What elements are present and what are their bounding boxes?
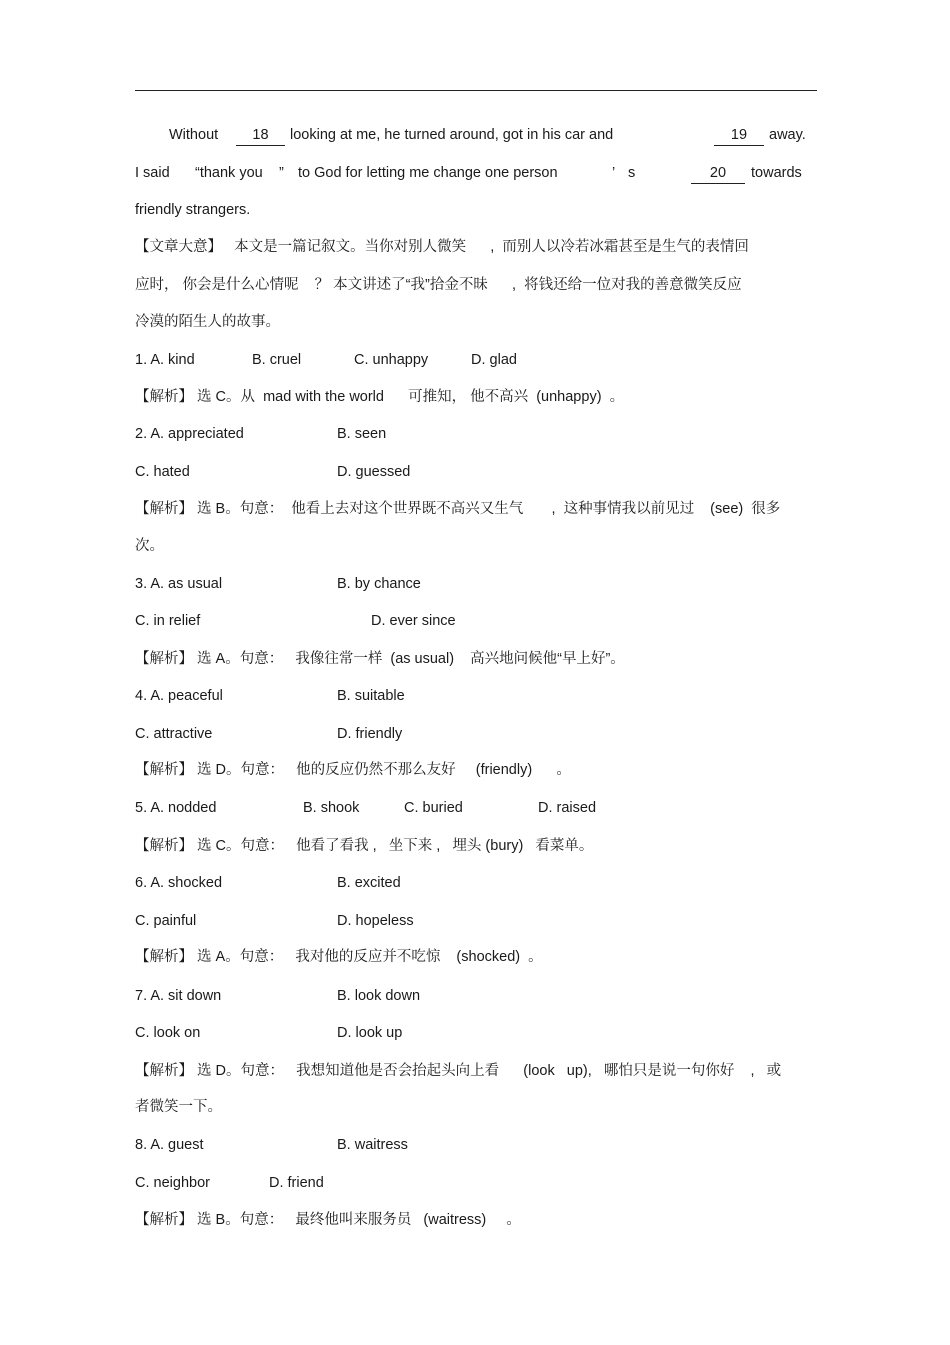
answer-explanation: 【解析】 选 B。句意： 最终他叫来服务员 (waitress) 。	[135, 1212, 521, 1228]
passage-text: Without	[169, 127, 219, 143]
answer-explanation: 次。	[135, 538, 164, 554]
option-a: 5. A. nodded	[135, 800, 217, 816]
passage-text: looking at me, he turned around, got in his car and	[290, 127, 614, 143]
option-b: B. by chance	[337, 576, 421, 592]
passage-text: to God for letting me change one person	[298, 165, 558, 181]
option-a: 3. A. as usual	[135, 576, 223, 592]
option-c: C. painful	[135, 913, 197, 929]
header-rule	[135, 90, 817, 91]
option-c: C. look on	[135, 1025, 201, 1041]
passage-text: friendly strangers.	[135, 202, 251, 218]
option-d: D. friend	[269, 1175, 324, 1191]
option-c: C. buried	[404, 800, 463, 816]
option-d: D. ever since	[371, 613, 456, 629]
passage-text: I said	[135, 165, 170, 181]
passage-text: towards	[751, 165, 802, 181]
option-a: 7. A. sit down	[135, 988, 222, 1004]
option-a: 8. A. guest	[135, 1137, 204, 1153]
option-c: C. hated	[135, 464, 190, 480]
answer-explanation: 【解析】 选 B。句意： 他看上去对这个世界既不高兴又生气 , 这种事情我以前见过 (see) 很多	[135, 501, 781, 517]
passage-text: s	[628, 165, 636, 181]
answer-explanation: 【解析】 选 C。从 mad with the world 可推知， 他不高兴 (unhappy) 。	[135, 389, 625, 405]
passage-text: “thank you	[195, 165, 263, 181]
summary-text: 冷漠的陌生人的故事。	[135, 314, 280, 330]
option-b: B. cruel	[252, 352, 302, 368]
option-c: C. unhappy	[354, 352, 429, 368]
option-b: B. seen	[337, 426, 387, 442]
option-d: D. guessed	[337, 464, 411, 480]
answer-explanation: 【解析】 选 D。句意： 他的反应仍然不那么友好 (friendly) 。	[135, 762, 571, 778]
option-b: B. look down	[337, 988, 421, 1004]
blank-18: 18	[236, 125, 285, 146]
option-d: D. friendly	[337, 726, 403, 742]
option-d: D. look up	[337, 1025, 403, 1041]
option-a: 1. A. kind	[135, 352, 195, 368]
blank-20: 20	[691, 163, 745, 184]
answer-explanation: 【解析】 选 A。句意： 我对他的反应并不吃惊 (shocked) 。	[135, 949, 543, 965]
option-b: B. waitress	[337, 1137, 408, 1153]
passage-text: ”	[279, 165, 284, 181]
passage-text: ’	[612, 165, 616, 181]
option-c: C. attractive	[135, 726, 213, 742]
option-b: B. excited	[337, 875, 401, 891]
answer-explanation: 【解析】 选 D。句意： 我想知道他是否会抬起头向上看 (look up), 哪怕只是说一句你好 , 或	[135, 1063, 782, 1079]
option-a: 4. A. peaceful	[135, 688, 223, 704]
option-d: D. hopeless	[337, 913, 414, 929]
option-d: D. raised	[538, 800, 597, 816]
option-c: C. in relief	[135, 613, 201, 629]
option-d: D. glad	[471, 352, 517, 368]
summary-text: 应时， 你会是什么心情呢 ？ 本文讲述了“我”拾金不昧 , 将钱还给一位对我的善意微笑反应	[135, 277, 742, 293]
summary-text: 【文章大意】 本文是一篇记叙文。当你对别人微笑 , 而别人以冷若冰霜甚至是生气的表情回	[135, 239, 749, 255]
option-c: C. neighbor	[135, 1175, 210, 1191]
answer-explanation: 【解析】 选 C。句意： 他看了看我 , 坐下来 , 埋头 (bury) 看菜单。	[135, 838, 594, 854]
option-b: B. suitable	[337, 688, 405, 704]
blank-19: 19	[714, 125, 764, 146]
option-b: B. shook	[303, 800, 360, 816]
passage-text: away.	[769, 127, 806, 143]
option-a: 6. A. shocked	[135, 875, 223, 891]
answer-explanation: 【解析】 选 A。句意： 我像往常一样 (as usual) 高兴地问候他“早上好”。	[135, 651, 625, 667]
answer-explanation: 者微笑一下。	[135, 1099, 222, 1115]
option-a: 2. A. appreciated	[135, 426, 244, 442]
